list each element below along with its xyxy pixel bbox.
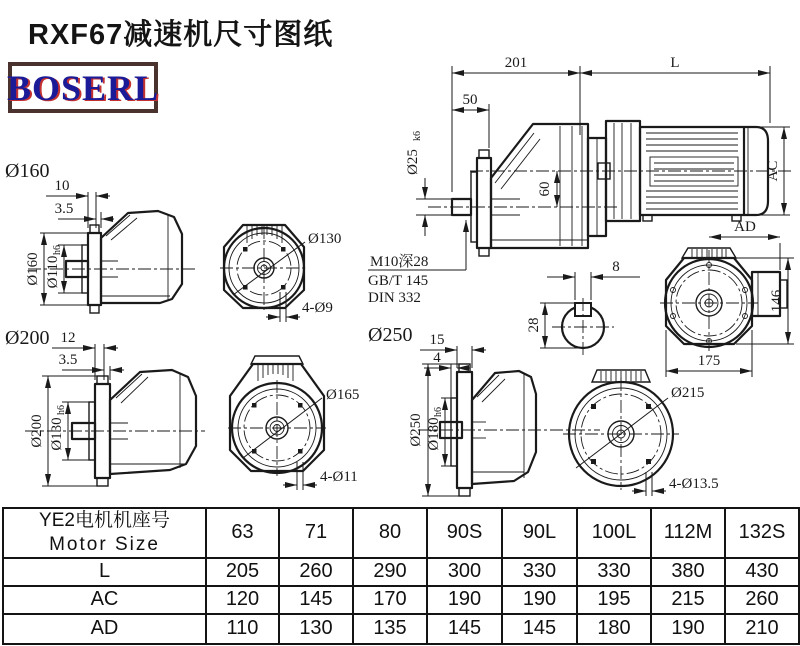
table-cell: 260 xyxy=(279,558,353,586)
dim-L-label: L xyxy=(670,55,680,71)
dim-201-label: 201 xyxy=(504,55,528,71)
flange200-thickness-label: 12 xyxy=(60,330,76,346)
front165-boltcircle-label: Ø165 xyxy=(326,387,360,403)
output-flange xyxy=(477,158,491,248)
table-header-cell: 90S xyxy=(427,508,502,558)
table-cell: 195 xyxy=(577,586,651,614)
flange200-outer-label: Ø200 xyxy=(29,414,45,448)
table-cell: 190 xyxy=(502,586,577,614)
side-view-drawing xyxy=(368,55,792,306)
flange250-step-label: 4 xyxy=(433,350,441,366)
flange200-header: Ø200 xyxy=(5,327,50,349)
flange160-thickness-label: 10 xyxy=(54,178,70,194)
flange200-step-label: 3.5 xyxy=(58,352,78,368)
shaft-dia-label: Ø25 xyxy=(405,149,421,175)
thread-note-label: M10深28 xyxy=(370,254,429,270)
row-label: AD xyxy=(3,614,206,644)
flange250-spigot-label: Ø180 xyxy=(426,417,442,451)
table-cell: 170 xyxy=(353,586,427,614)
table-cell: 110 xyxy=(206,614,279,644)
dim-50-label: 50 xyxy=(462,92,478,108)
table-cell: 190 xyxy=(651,614,725,644)
std-note1-label: GB/T 145 xyxy=(368,273,429,289)
key-depth-label: 28 xyxy=(526,317,542,333)
flange250-spigot-tol: h6 xyxy=(433,407,444,417)
row-label: AC xyxy=(3,586,206,614)
table-row-L xyxy=(3,558,799,586)
flange200-spigot-tol: h6 xyxy=(56,405,67,415)
front165-drawing xyxy=(228,356,359,490)
flange250-outer-label: Ø250 xyxy=(408,413,424,447)
flange200-spigot-label: Ø130 xyxy=(49,417,65,451)
table-header-cell: 90L xyxy=(502,508,577,558)
flange160-outer-label: Ø160 xyxy=(25,252,41,286)
table-header-cell: 132S xyxy=(725,508,799,558)
table-cell: 205 xyxy=(206,558,279,586)
table-header-row xyxy=(3,508,799,558)
row-label: L xyxy=(3,558,206,586)
flange160-drawing xyxy=(5,160,198,313)
key-section-drawing xyxy=(526,259,640,356)
table-header-motor-size xyxy=(3,508,206,558)
shaft-tol-label: k6 xyxy=(412,131,423,141)
front130-boltcircle-label: Ø130 xyxy=(308,231,342,247)
flange250-drawing xyxy=(368,324,600,496)
table-cell: 135 xyxy=(353,614,427,644)
flange200-drawing xyxy=(5,327,205,486)
flange250-header: Ø250 xyxy=(368,324,413,346)
table-cell: 330 xyxy=(502,558,577,586)
table-cell: 120 xyxy=(206,586,279,614)
front215-drawing xyxy=(563,370,719,496)
front215-boltcircle-label: Ø215 xyxy=(671,385,705,401)
front215-holes-label: 4-Ø13.5 xyxy=(669,476,719,492)
table-cell: 330 xyxy=(577,558,651,586)
table-cell: 145 xyxy=(427,614,502,644)
table-cell: 260 xyxy=(725,586,799,614)
table-row-AD xyxy=(3,614,799,644)
dim-AD-label: AD xyxy=(734,219,756,235)
table-cell: 215 xyxy=(651,586,725,614)
table-cell: 290 xyxy=(353,558,427,586)
table-cell: 145 xyxy=(279,586,353,614)
table-cell: 130 xyxy=(279,614,353,644)
table-header-cell: 112M xyxy=(651,508,725,558)
table-header-cell: 80 xyxy=(353,508,427,558)
key-width-label: 8 xyxy=(612,259,620,275)
dim-175-label: 175 xyxy=(697,353,721,369)
table-cell: 145 xyxy=(502,614,577,644)
table-header-cell: 71 xyxy=(279,508,353,558)
dim-146-label: 146 xyxy=(769,289,785,313)
std-note2-label: DIN 332 xyxy=(368,290,421,306)
table-header-cell: 100L xyxy=(577,508,651,558)
table-cell: 190 xyxy=(427,586,502,614)
front130-drawing xyxy=(220,225,341,322)
table-cell: 300 xyxy=(427,558,502,586)
dim-AC-label: AC xyxy=(765,160,781,182)
flange160-step-label: 3.5 xyxy=(54,201,74,217)
table-row-AC xyxy=(3,586,799,614)
flange160-spigot-label: Ø110 xyxy=(45,255,61,289)
dim-60-label: 60 xyxy=(537,181,553,197)
table-cell: 180 xyxy=(577,614,651,644)
brand-logo-text: BOSERL xyxy=(6,67,160,108)
table-header-cn: YE2电机机座号 xyxy=(39,510,170,531)
table-cell: 210 xyxy=(725,614,799,644)
motor-size-table xyxy=(2,507,800,645)
page-title: RXF67减速机尺寸图纸 xyxy=(28,19,334,51)
flange160-header: Ø160 xyxy=(5,160,50,182)
table-header-en: Motor Size xyxy=(49,533,160,555)
table-cell: 430 xyxy=(725,558,799,586)
front165-holes-label: 4-Ø11 xyxy=(320,469,358,485)
rear-view-drawing xyxy=(660,219,794,377)
flange250-thickness-label: 15 xyxy=(429,332,445,348)
front130-holes-label: 4-Ø9 xyxy=(302,300,333,316)
flange160-spigot-tol: h6 xyxy=(52,245,63,255)
table-cell: 380 xyxy=(651,558,725,586)
table-header-cell: 63 xyxy=(206,508,279,558)
